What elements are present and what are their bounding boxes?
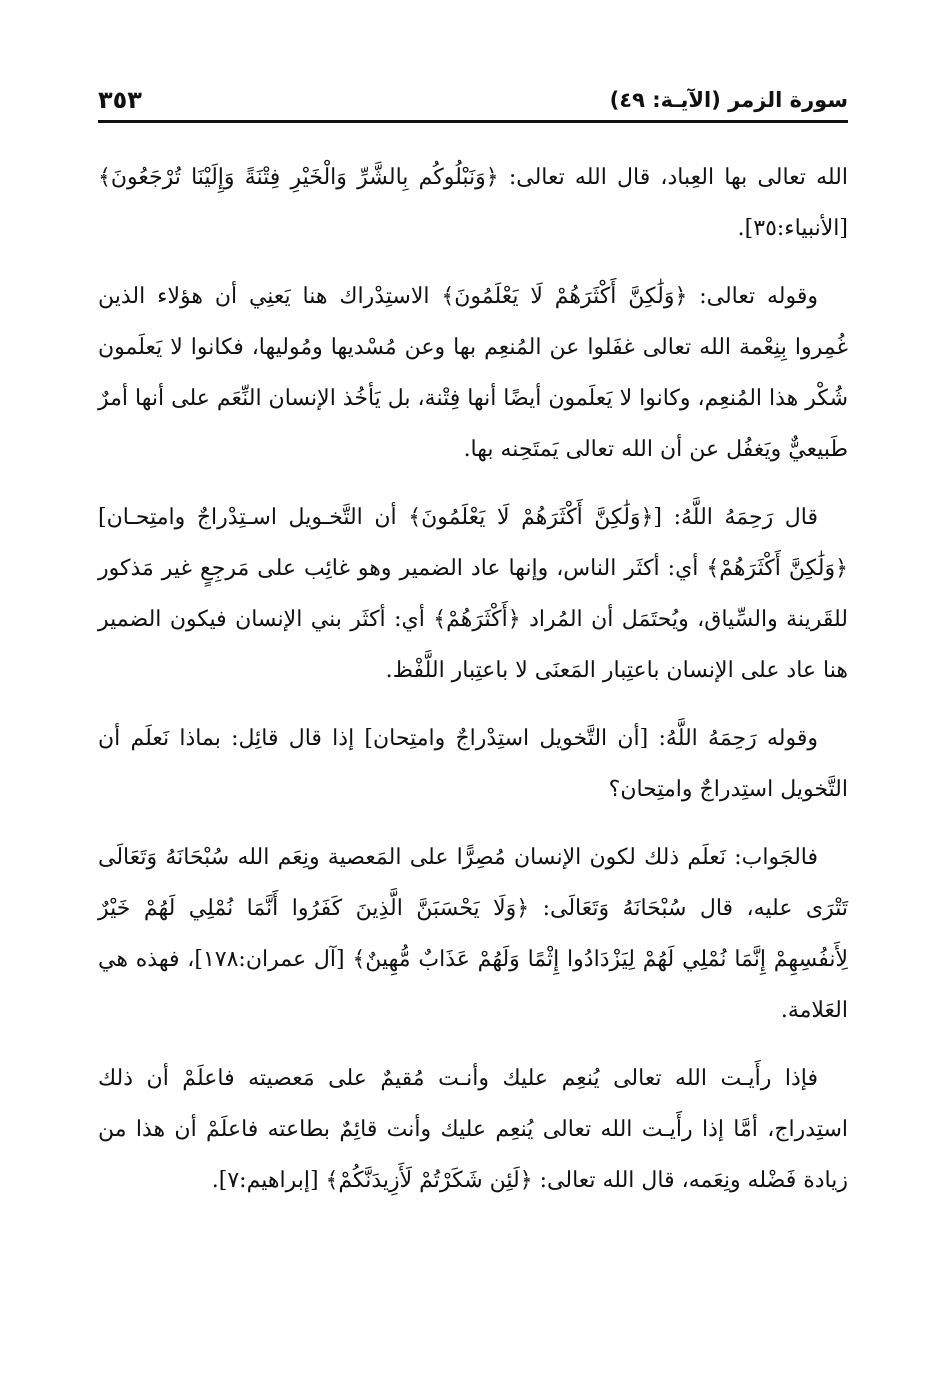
page-header [98, 82, 848, 126]
paragraph-6: فإذا رأَيـت الله تعالى يُنعِم عليك وأنـت مُقيمٌ على مَعصيته فاعلَمْ أن ذلك استِدراج، أمَّا إذا رأَيـت الله تعالى يُنعِم عليك وأنت قائِمٌ بطاعته فاعلَمْ أن هذا من زيادة فَضْله ونِعَمه، قال الله تعالى: ﴿لَئِن شَكَرْتُمْ لَأَزِيدَنَّكُمْ﴾ [إبراهيم:٧]. [98, 1066, 848, 1193]
paragraph-3: قال رَحِمَهُ اللَّهُ: [﴿وَلَٰكِنَّ أَكْثَرَهُمْ لَا يَعْلَمُونَ﴾ أن التَّخـويل اسـتِدْراجٌ وامتِحـان] ﴿وَلَٰكِنَّ أَكْثَرَهُمْ﴾ أي: أكثَر الناس، وإنها عاد الضمير وهو غائِب على مَرجِعٍ غير مَذكور للقَرينة والسِّياق، ويُحتَمَل أن المُراد ﴿أَكْثَرَهُمْ﴾ أي: أكثَر بني الإنسان فيكون الضمير هنا عاد على الإنسان باعتِبار المَعنَى لا باعتِبار اللَّفْظ. [98, 505, 848, 683]
paragraph-5: فالجَواب: نَعلَم ذلك لكون الإنسان مُصِرًّا على المَعصية ونِعَم الله سُبْحَانَهُ وَتَعَالَى تَتْرَى عليه، قال سُبْحَانَهُ وَتَعَالَى: ﴿وَلَا يَحْسَبَنَّ الَّذِينَ كَفَرُوا أَنَّمَا نُمْلِي لَهُمْ خَيْرٌ لِأَنفُسِهِمْ إِنَّمَا نُمْلِي لَهُمْ لِيَزْدَادُوا إِثْمًا وَلَهُمْ عَذَابٌ مُّهِينٌ﴾ [آل عمران:١٧٨]، فهذه هي العَلامة. [98, 845, 848, 1023]
page-body [98, 152, 848, 1223]
page-number: ٣٥٣ [98, 86, 142, 114]
paragraph-2: وقوله تعالى: ﴿وَلَٰكِنَّ أَكْثَرَهُمْ لَا يَعْلَمُونَ﴾ الاستِدْراك هنا يَعنِي أن هؤلاء الذين غُمِروا بِنِعْمة الله تعالى غفَلوا عن المُنعِم بها وعن مُسْديها ومُوليها، فكانوا لا يَعلَمون شُكْر هذا المُنعِم، وكانوا لا يَعلَمون أيضًا أنها فِتْنة، بل يَأخُذ الإنسان النِّعَم على أنها أمرٌ طَبيعيٌّ ويَغفُل عن أن الله تعالى يَمتَحِنه بها. [98, 284, 848, 462]
paragraph-1: الله تعالى بها العِباد، قال الله تعالى: ﴿وَنَبْلُوكُم بِالشَّرِّ وَالْخَيْرِ فِتْنَةً وَإِلَيْنَا تُرْجَعُونَ﴾ [الأنبياء:٣٥]. [98, 165, 848, 241]
paragraph-4: وقوله رَحِمَهُ اللَّهُ: [أن التَّخويل استِدْراجٌ وامتِحان] إذا قال قائِل: بماذا نَعلَم أن التَّخويل استِدراجٌ وامتِحان؟ [98, 726, 848, 802]
chapter-title: سورة الزمر (الآيـة: ٤٩) [609, 88, 848, 112]
header-divider [98, 120, 848, 123]
